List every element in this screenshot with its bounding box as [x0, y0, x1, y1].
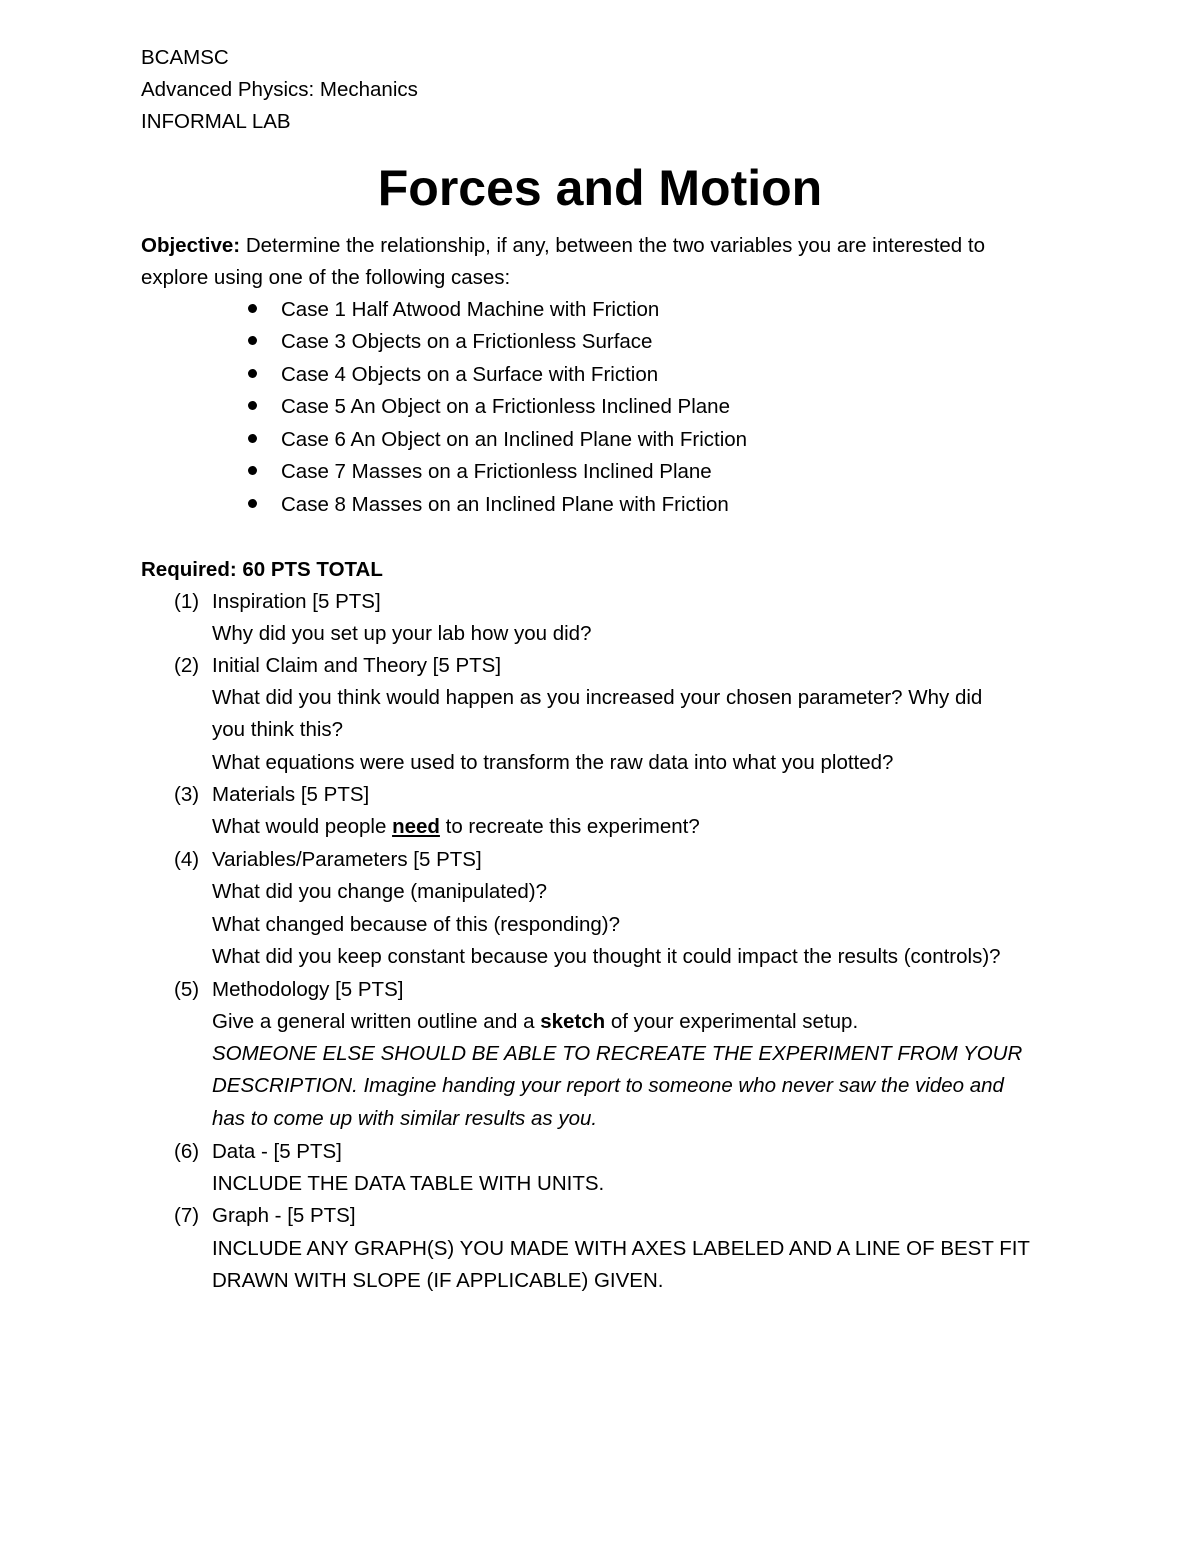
required-item-line: you think this? — [212, 718, 344, 741]
required-item-line: What did you think would happen as you increased your chosen parameter? Why did — [212, 686, 983, 709]
methodology-emphasis: sketch — [540, 1010, 606, 1033]
required-item-title: Initial Claim and Theory [5 PTS] — [212, 654, 502, 677]
required-item-title: Inspiration [5 PTS] — [212, 590, 381, 613]
materials-text-after: to recreate this experiment? — [439, 815, 700, 838]
bullet-icon — [248, 466, 257, 475]
lab-type: INFORMAL LAB — [141, 110, 291, 133]
required-item-number: (2) — [174, 654, 200, 677]
bullet-icon — [248, 401, 257, 410]
required-item-number: (7) — [174, 1204, 200, 1227]
case-label: Case 1 Half Atwood Machine with Friction — [281, 298, 660, 321]
list-item — [248, 359, 658, 391]
materials-text-before: What would people — [212, 815, 393, 838]
required-item-line: What did you change (manipulated)? — [212, 880, 548, 903]
required-item-line: DRAWN WITH SLOPE (IF APPLICABLE) GIVEN. — [212, 1269, 664, 1292]
required-item-number: (6) — [174, 1140, 200, 1163]
required-item-title: Graph - [5 PTS] — [212, 1204, 356, 1227]
required-item-title: Methodology [5 PTS] — [212, 978, 404, 1001]
required-item-italic-line: has to come up with similar results as you. — [212, 1107, 598, 1130]
required-item-line: INCLUDE ANY GRAPH(S) YOU MADE WITH AXES LABELED AND A LINE OF BEST FIT — [212, 1237, 1030, 1260]
bullet-icon — [248, 434, 257, 443]
list-item — [248, 391, 730, 423]
required-heading: Required: 60 PTS TOTAL — [141, 558, 383, 581]
list-item — [248, 456, 712, 488]
bullet-icon — [248, 369, 257, 378]
required-item-italic-line: DESCRIPTION. Imagine handing your report to someone who never saw the video and — [212, 1074, 1004, 1097]
case-label: Case 8 Masses on an Inclined Plane with Friction — [281, 493, 729, 516]
bullet-icon — [248, 499, 257, 508]
required-item-line — [212, 1006, 858, 1038]
list-item — [248, 326, 652, 358]
required-item-number: (3) — [174, 783, 200, 806]
required-item-number: (4) — [174, 848, 200, 871]
required-item-title: Materials [5 PTS] — [212, 783, 370, 806]
objective-line-2: explore using one of the following cases: — [141, 266, 511, 289]
list-item — [248, 489, 729, 521]
bullet-icon — [248, 304, 257, 313]
required-item-title: Data - [5 PTS] — [212, 1140, 342, 1163]
case-label: Case 3 Objects on a Frictionless Surface — [281, 330, 653, 353]
page-title: Forces and Motion — [377, 160, 823, 216]
required-item-line — [212, 811, 700, 843]
objective-line-1 — [141, 230, 985, 262]
required-item-line: What changed because of this (responding)? — [212, 913, 620, 936]
objective-label: Objective: — [141, 234, 241, 257]
case-label: Case 5 An Object on a Frictionless Inclined Plane — [281, 395, 730, 418]
case-label: Case 6 An Object on an Inclined Plane with Friction — [281, 428, 748, 451]
required-item-line: What equations were used to transform the raw data into what you plotted? — [212, 751, 894, 774]
list-item — [248, 424, 747, 456]
materials-emphasis: need — [392, 815, 440, 838]
required-item-number: (1) — [174, 590, 200, 613]
course-name: Advanced Physics: Mechanics — [141, 78, 418, 101]
objective-text-1: Determine the relationship, if any, between the two variables you are interested to — [240, 234, 985, 257]
required-item-line: Why did you set up your lab how you did? — [212, 622, 592, 645]
case-label: Case 7 Masses on a Frictionless Inclined Plane — [281, 460, 712, 483]
required-item-italic-line: SOMEONE ELSE SHOULD BE ABLE TO RECREATE THE EXPERIMENT FROM YOUR — [212, 1042, 1023, 1065]
case-label: Case 4 Objects on a Surface with Friction — [281, 363, 659, 386]
required-item-line: What did you keep constant because you thought it could impact the results (controls)? — [212, 945, 1001, 968]
bullet-icon — [248, 336, 257, 345]
school-name: BCAMSC — [141, 46, 229, 69]
methodology-text-after: of your experimental setup. — [605, 1010, 859, 1033]
list-item — [248, 294, 659, 326]
required-item-line: INCLUDE THE DATA TABLE WITH UNITS. — [212, 1172, 605, 1195]
required-item-title: Variables/Parameters [5 PTS] — [212, 848, 482, 871]
methodology-text-before: Give a general written outline and a — [212, 1010, 541, 1033]
required-item-number: (5) — [174, 978, 200, 1001]
